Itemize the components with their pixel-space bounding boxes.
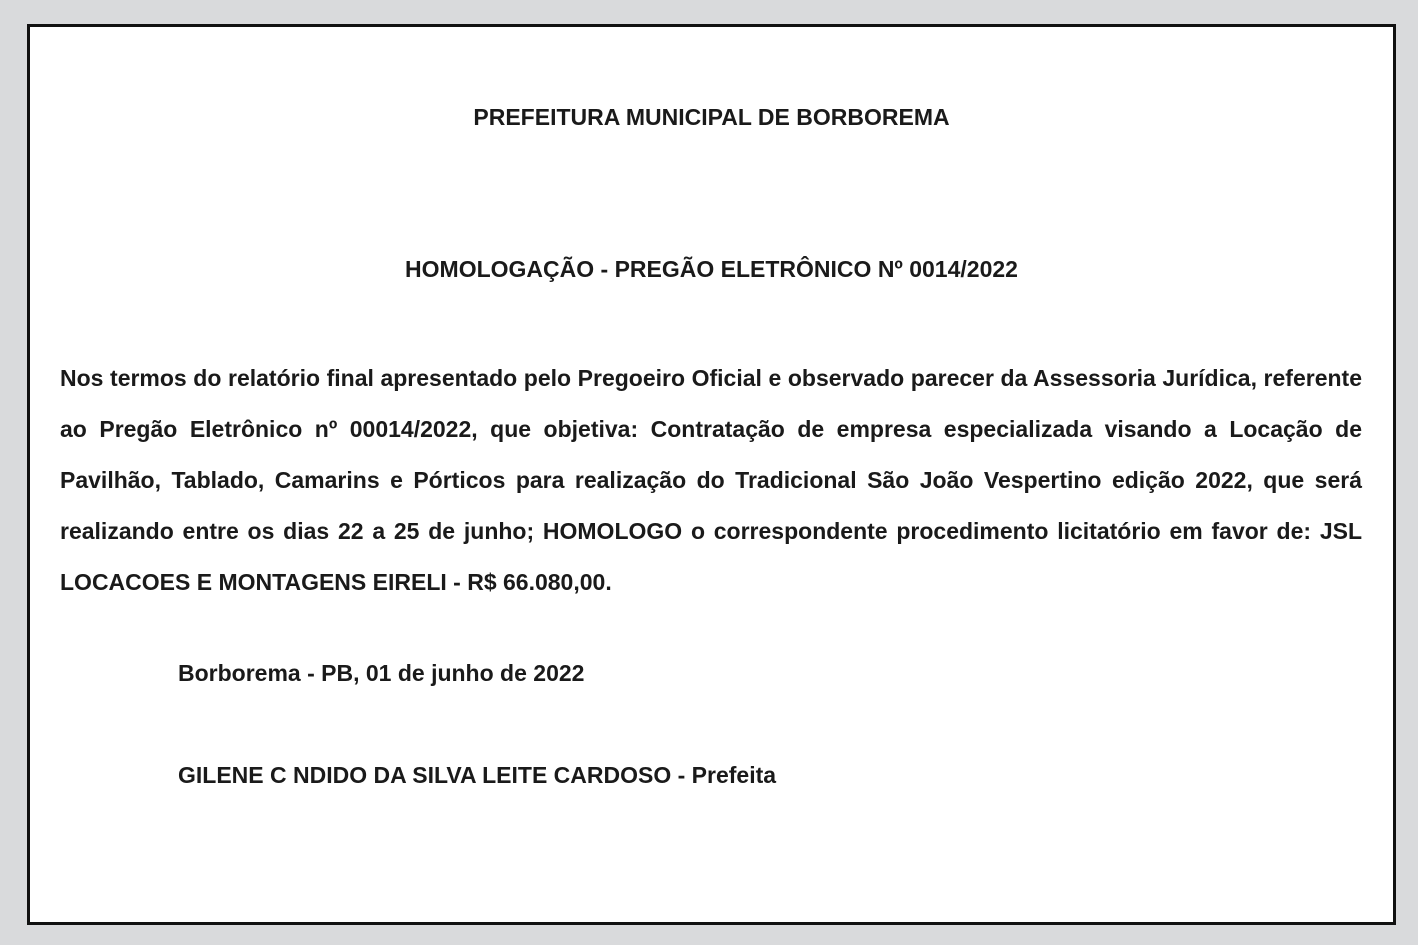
notice-document <box>27 24 1396 925</box>
signature-line: GILENE C NDIDO DA SILVA LEITE CARDOSO - Prefeita <box>178 762 777 788</box>
place-date: Borborema - PB, 01 de junho de 2022 <box>178 660 585 686</box>
org-title: PREFEITURA MUNICIPAL DE BORBOREMA <box>473 104 950 130</box>
notice-body: Nos termos do relatório final apresentado pelo Pregoeiro Oficial e observado parecer da Assessoria Jurídica, referente ao Pregão Eletrônico nº 00014/2022, que objetiva: Contratação de empresa especializada visando a Locação de Pavilhão, Tablado, Camarins e Pórticos para realização do Tradicional São João Vespertino edição 2022, que será realizando entre os dias 22 a 25 de junho; HOMOLOGO o correspondente procedimento licitatório em favor de: JSL LOCACOES E MONTAGENS EIRELI - R$ 66.080,00. <box>60 365 1362 595</box>
notice-title: HOMOLOGAÇÃO - PREGÃO ELETRÔNICO Nº 0014/2022 <box>405 256 1018 282</box>
